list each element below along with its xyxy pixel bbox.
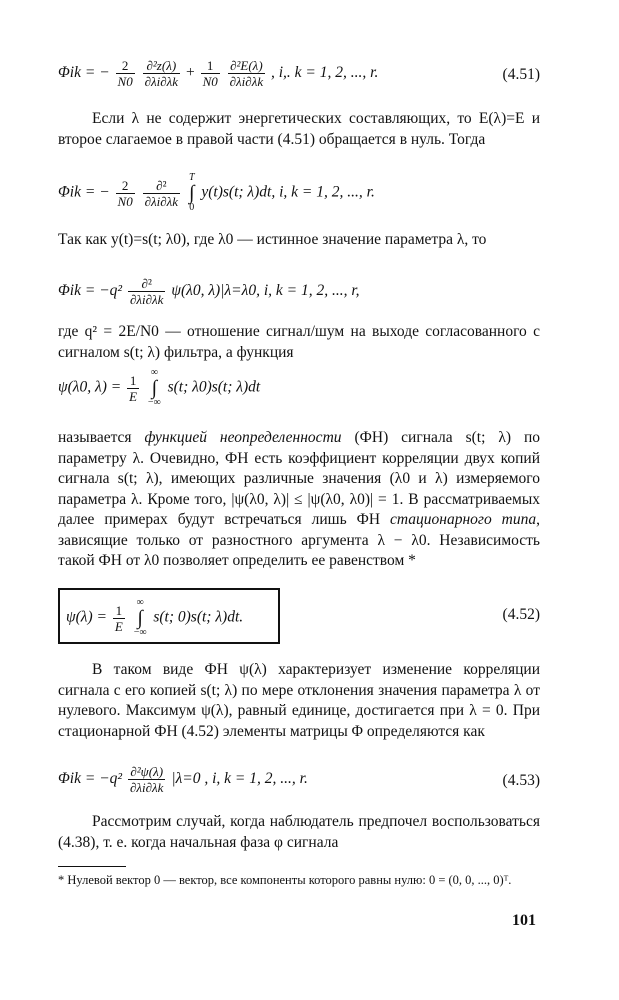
equation-number: (4.51) — [502, 66, 540, 83]
paragraph: В таком виде ФН ψ(λ) характеризует изменение корреляции сигнала с его копией s(t; λ) по мере отклонения значения параметра λ от нулевого. Максимум ψ(λ), равный единице, достигается при λ = 0. При стационарной ФН (4.52) элементы матрицы Φ определяются как — [58, 661, 540, 740]
italic-term: стационарного типа — [390, 511, 537, 528]
equation-hessian-integral: Φik = − $\frac{2}{N0}$ $\frac{\text{∂²}}{\partial\lambda i\partial\lambda k}$ T ∫ 0 y(t)s(t; λ)dt, i, k = 1, 2, ..., r. — [58, 172, 375, 213]
paragraph: Если λ не содержит энергетических составляющих, то E(λ)=E и второе слагаемое в правой части (4.51) обращается в нуль. Тогда — [58, 110, 540, 148]
fraction: $\frac{2}{N0}$ — [117, 177, 133, 209]
integral-sign: ∞ ∫ −∞ — [147, 367, 161, 408]
integral-sign: T ∫ 0 — [188, 172, 195, 213]
fraction: $\frac{1}{N0}$ — [202, 58, 218, 89]
equation-4-53: Φik = −q² $\frac{\text{∂²ψ(λ)}}{\partial\lambda i\partial\lambda k}$ |λ=0 , i, k = 1, 2, ..., r. (4.53) — [58, 764, 540, 795]
equation-4-51 — [58, 58, 540, 98]
paragraph: называется функцией неопределенности (ФН) сигнала s(t; λ) по параметру λ. Очевидно, ФН есть коэффициент корреляции двух копий сигнала s(t; λ), имеющих различные значения (λ0 и λ) измеряемого параметра λ. Кроме того, |ψ(λ0, λ)| ≤ |ψ(λ0, λ0)| = 1. В рассматриваемых далее примерах будут встречаться лишь ФН стационарного типа, зависящие только от разностного аргумента λ − λ0. Независимость такой ФН от λ0 позволяет определить ее равенством * — [58, 429, 540, 569]
equation-lhs: Φik = − — [58, 64, 110, 82]
derivative-fraction: $\frac{\text{∂²z(λ)}}{\partial\lambda i\partial\lambda k}$ — [144, 58, 179, 89]
derivative-fraction: $\frac{\text{∂²}}{\partial\lambda i\partial\lambda k}$ — [129, 276, 164, 307]
integral-sign: ∞ ∫ −∞ — [133, 597, 147, 638]
footnote-rule — [58, 866, 126, 867]
fraction: $\frac{1}{E}$ — [129, 372, 138, 404]
equation-hessian-psi: Φik = −q² $\frac{\text{∂²}}{\partial\lambda i\partial\lambda k}$ ψ(λ0, λ)|λ=λ0, i, k = 1, 2, ..., r, — [58, 276, 360, 307]
equation-ambiguity-function: ψ(λ0, λ) = $\frac{1}{E}$ ∞ ∫ −∞ s(t; λ0)s(t; λ)dt — [58, 367, 261, 408]
paragraph: Рассмотрим случай, когда наблюдатель предпочел воспользоваться (4.38), т. е. когда начальная фаза φ сигнала — [58, 813, 540, 851]
equation-number: (4.52) — [502, 606, 540, 623]
equation-4-52: ψ(λ) = $\frac{1}{E}$ ∞ ∫ −∞ s(t; 0)s(t; λ)dt. (4.52) — [66, 597, 540, 638]
paragraph: где q² = 2E/N0 — отношение сигнал/шум на выходе согласованного с сигналом s(t; λ) фильтра, а функция — [58, 323, 540, 361]
derivative-fraction: $\frac{\text{∂²}}{\partial\lambda i\partial\lambda k}$ — [144, 177, 179, 209]
footnote: * Нулевой вектор 0 — вектор, все компоненты которого равны нулю: 0 = (0, 0, ..., 0)ᵀ. — [58, 873, 512, 887]
equation-number: (4.53) — [502, 772, 540, 789]
derivative-fraction: $\frac{\text{∂²E(λ)}}{\partial\lambda i\partial\lambda k}$ — [229, 58, 264, 89]
plus-sign: + — [185, 64, 195, 82]
fraction: $\frac{1}{E}$ — [114, 602, 123, 634]
derivative-fraction: $\frac{\text{∂²ψ(λ)}}{\partial\lambda i\partial\lambda k}$ — [129, 764, 164, 795]
fraction: $\frac{2}{N0}$ — [117, 58, 133, 89]
paragraph: Так как y(t)=s(t; λ0), где λ0 — истинное значение параметра λ, то — [58, 231, 487, 248]
italic-term: функцией неопределенности — [144, 429, 342, 446]
equation-tail: , i,. k = 1, 2, ..., r. — [271, 64, 379, 82]
page-number: 101 — [512, 912, 536, 929]
